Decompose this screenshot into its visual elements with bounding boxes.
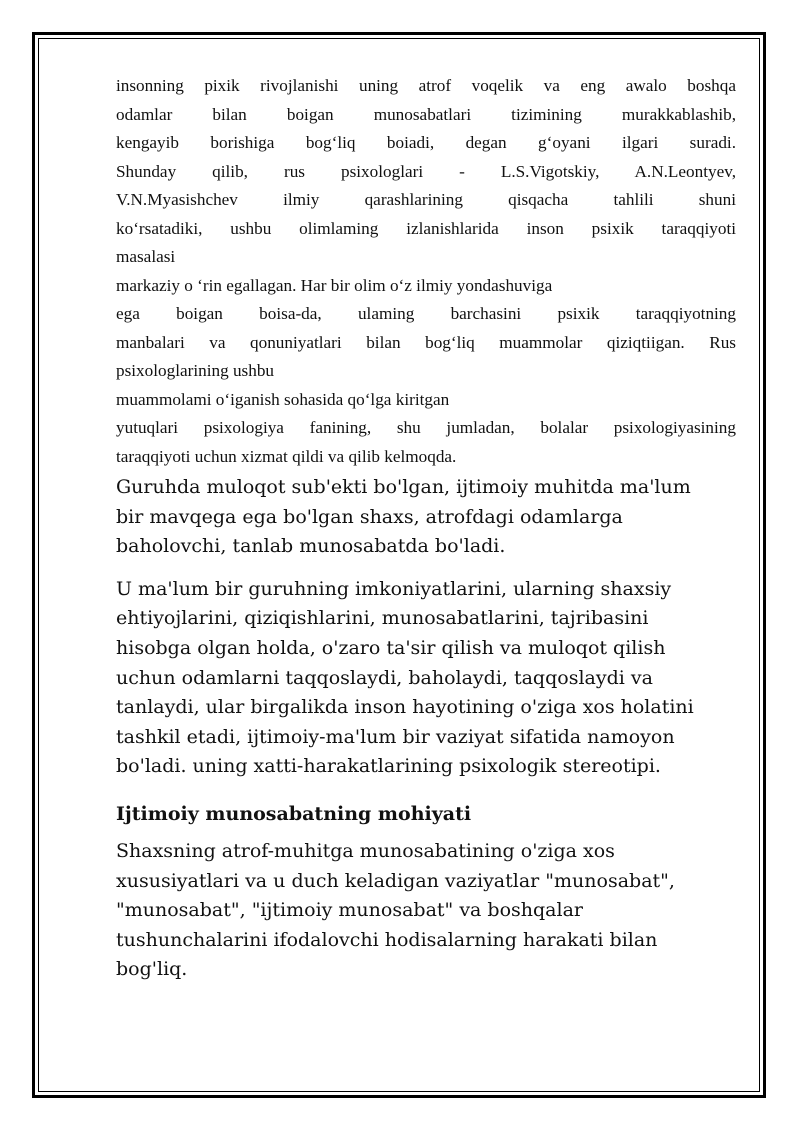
text-line: uchun odamlarni taqqoslaydi, baholaydi, taqqoslaydi va [116,666,653,689]
text-line: tashkil etadi, ijtimoiy-ma'lum bir vaziyat sifatida namoyon [116,725,675,748]
text-line: ega boigan boisa-da, ulaming barchasini psixik taraqqiyotning [116,304,736,323]
text-line: hisobga olgan holda, o'zaro ta'sir qilish va muloqot qilish [116,636,666,659]
text-line: psixologlarining ushbu [116,361,275,380]
text-line: baholovchi, tanlab munosabatda bo'ladi. [116,535,506,558]
text-line: tushunchalarini ifodalovchi hodisalarning harakati bilan [116,928,658,951]
text-line: Shunday qilib, rus psixologlari - L.S.Vigotskiy, A.N.Leontyev, [116,161,736,181]
text-line: ehtiyojlarini, qiziqishlarini, munosabatlarini, tajribasini [116,607,649,630]
section-heading: Ijtimoiy munosabatning mohiyati [116,802,472,825]
text-line: xususiyatlari va u duch keladigan vaziyatlar "munosabat", [116,869,675,892]
text-line: odamlar bilan boigan munosabatlari tizimining murakkablashib, [116,104,736,124]
paragraph-3 [116,837,736,985]
paragraph-2 [116,575,736,782]
text-line: Shaxsning atrof-muhitga munosabatining o'ziga xos [116,839,615,862]
document-body [116,72,736,985]
paragraph-1 [116,473,736,562]
text-line: yutuqlari psixologiya fanining, shu jumladan, bolalar psixologiyasining [116,418,736,437]
text-line: Guruhda muloqot sub'ekti bo'lgan, ijtimoiy muhitda ma'lum [116,476,691,498]
text-line: bo'ladi. uning xatti-harakatlarining psixologik stereotipi. [116,755,661,778]
text-line: markaziy o ‘rin egallagan. Har bir olim o‘z ilmiy yondashuviga [116,275,553,295]
text-line: "munosabat", "ijtimoiy munosabat" va boshqalar [116,899,583,922]
text-line: bir mavqega ega bo'lgan shaxs, atrofdagi odamlarga [116,505,623,528]
text-line: insonning pixik rivojlanishi uning atrof voqelik va eng awalo boshqa [116,76,736,95]
upper-text-block [116,72,736,471]
text-line: V.N.Myasishchev ilmiy qarashlarining qisqacha tahlili shuni [116,190,736,209]
text-line: tanlaydi, ular birgalikda inson hayotining o'ziga xos holatini [116,696,694,719]
text-line: bog'liq. [116,958,188,981]
text-line: masalasi [116,247,176,266]
text-line: manbalari va qonuniyatlari bilan bog‘liq muammolar qiziqtiigan. Rus [116,332,736,352]
text-line: muammolami o‘iganish sohasida qo‘lga kiritgan [116,389,450,409]
text-line: ko‘rsatadiki, ushbu olimlaming izlanishlarida inson psixik taraqqiyoti [116,218,736,238]
text-line: kengayib borishiga bog‘liq boiadi, degan g‘oyani ilgari suradi. [116,133,736,152]
text-line: taraqqiyoti uchun xizmat qildi va qilib kelmoqda. [116,446,457,466]
text-line: U ma'lum bir guruhning imkoniyatlarini, ularning shaxsiy [116,577,672,600]
